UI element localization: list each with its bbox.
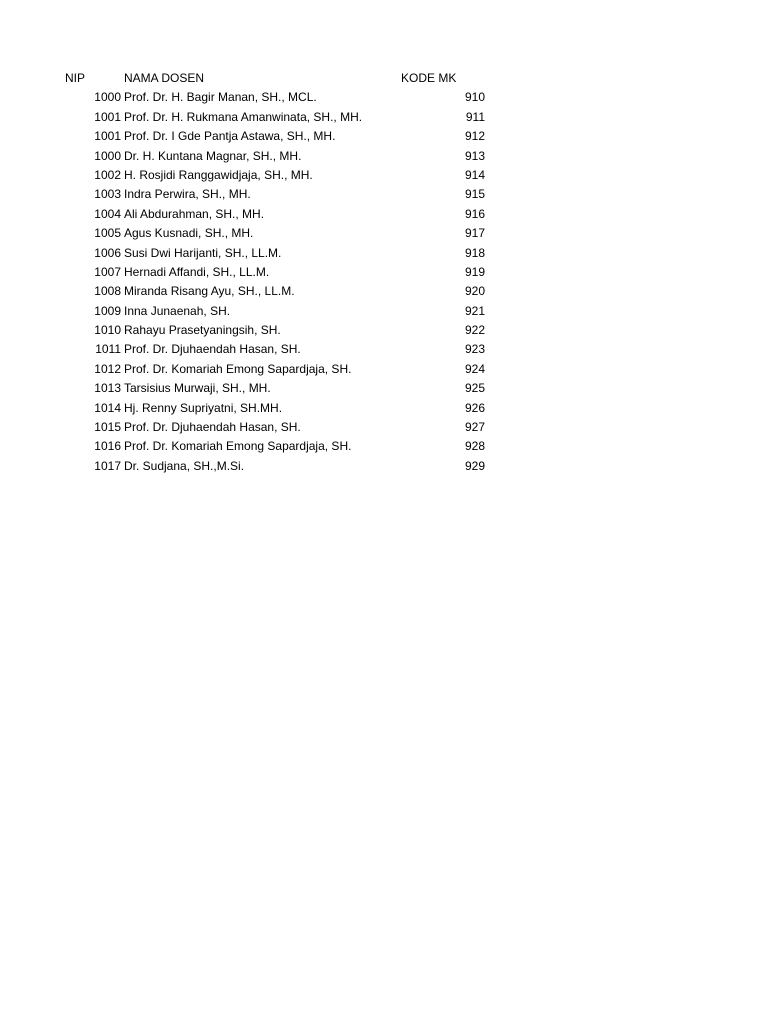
table-row — [0, 321, 768, 340]
cell-nip: 1003 — [94, 187, 121, 202]
table-row — [0, 263, 768, 282]
cell-nip: 1002 — [94, 167, 121, 182]
table-row — [0, 437, 768, 456]
cell-nip: 1013 — [94, 381, 121, 396]
table-row — [0, 244, 768, 263]
cell-nama-dosen: Inna Junaenah, SH. — [124, 303, 231, 318]
table-row — [0, 108, 768, 127]
cell-nip: 1000 — [94, 90, 121, 105]
table-row — [0, 457, 768, 476]
table-row — [0, 418, 768, 437]
cell-nip: 1005 — [94, 226, 121, 241]
cell-nama-dosen: Prof. Dr. Djuhaendah Hasan, SH. — [124, 420, 301, 435]
cell-kode-mk: 921 — [464, 303, 485, 318]
table-row — [0, 88, 768, 107]
table-row — [0, 302, 768, 321]
cell-nama-dosen: Tarsisius Murwaji, SH., MH. — [124, 381, 271, 396]
table-row — [0, 282, 768, 301]
cell-kode-mk: 913 — [464, 148, 485, 163]
cell-nama-dosen: Dr. Sudjana, SH.,M.Si. — [124, 458, 245, 473]
cell-kode-mk: 915 — [464, 187, 485, 202]
cell-kode-mk: 929 — [464, 458, 485, 473]
cell-nama-dosen: Hernadi Affandi, SH., LL.M. — [124, 264, 270, 279]
column-header-nip: NIP — [65, 71, 86, 85]
cell-kode-mk: 927 — [464, 420, 485, 435]
cell-nama-dosen: Prof. Dr. Komariah Emong Sapardjaja, SH. — [124, 361, 352, 376]
cell-kode-mk: 916 — [464, 206, 485, 221]
cell-nama-dosen: H. Rosjidi Ranggawidjaja, SH., MH. — [124, 167, 313, 182]
cell-nama-dosen: Indra Perwira, SH., MH. — [124, 187, 251, 202]
table-row — [0, 340, 768, 359]
cell-kode-mk: 917 — [464, 226, 485, 241]
cell-kode-mk: 919 — [464, 264, 485, 279]
cell-kode-mk: 923 — [464, 342, 485, 357]
lecturer-table — [0, 69, 768, 476]
cell-nama-dosen: Prof. Dr. I Gde Pantja Astawa, SH., MH. — [124, 129, 336, 144]
cell-nip: 1017 — [94, 458, 121, 473]
table-row — [0, 205, 768, 224]
table-row — [0, 147, 768, 166]
cell-nama-dosen: Susi Dwi Harijanti, SH., LL.M. — [124, 245, 282, 260]
cell-kode-mk: 928 — [464, 439, 485, 454]
cell-nip: 1008 — [94, 284, 121, 299]
cell-nama-dosen: Agus Kusnadi, SH., MH. — [124, 226, 254, 241]
cell-nama-dosen: Prof. Dr. Komariah Emong Sapardjaja, SH. — [124, 439, 352, 454]
cell-nip: 1016 — [94, 439, 121, 454]
cell-kode-mk: 912 — [464, 129, 485, 144]
cell-nip: 1011 — [95, 342, 121, 357]
cell-kode-mk: 924 — [464, 361, 485, 376]
cell-kode-mk: 926 — [464, 400, 485, 415]
cell-nip: 1010 — [94, 323, 121, 338]
table-row — [0, 360, 768, 379]
cell-nama-dosen: Hj. Renny Supriyatni, SH.MH. — [124, 400, 283, 415]
cell-nama-dosen: Prof. Dr. H. Bagir Manan, SH., MCL. — [124, 90, 317, 105]
column-header-nama-dosen: NAMA DOSEN — [124, 71, 205, 85]
cell-nip: 1014 — [94, 400, 121, 415]
cell-nip: 1015 — [94, 420, 121, 435]
cell-nama-dosen: Prof. Dr. H. Rukmana Amanwinata, SH., MH. — [124, 109, 363, 124]
cell-nip: 1001 — [94, 109, 121, 124]
table-header-row — [0, 69, 768, 88]
table-row — [0, 224, 768, 243]
cell-nip: 1012 — [94, 361, 121, 376]
table-body — [0, 88, 768, 476]
cell-kode-mk: 922 — [464, 323, 485, 338]
table-row — [0, 399, 768, 418]
cell-kode-mk: 925 — [464, 381, 485, 396]
cell-nip: 1007 — [94, 264, 121, 279]
table-row — [0, 185, 768, 204]
table-row — [0, 127, 768, 146]
cell-kode-mk: 920 — [464, 284, 485, 299]
cell-nip: 1000 — [94, 148, 121, 163]
cell-nama-dosen: Rahayu Prasetyaningsih, SH. — [124, 323, 281, 338]
cell-nama-dosen: Miranda Risang Ayu, SH., LL.M. — [124, 284, 295, 299]
cell-nip: 1009 — [94, 303, 121, 318]
cell-nip: 1006 — [94, 245, 121, 260]
column-header-kode-mk: KODE MK — [401, 71, 457, 85]
cell-kode-mk: 910 — [464, 90, 485, 105]
table-row — [0, 166, 768, 185]
cell-nama-dosen: Prof. Dr. Djuhaendah Hasan, SH. — [124, 342, 301, 357]
cell-nip: 1001 — [94, 129, 121, 144]
cell-nama-dosen: Dr. H. Kuntana Magnar, SH., MH. — [124, 148, 302, 163]
cell-kode-mk: 911 — [465, 109, 485, 124]
cell-nama-dosen: Ali Abdurahman, SH., MH. — [124, 206, 265, 221]
cell-nip: 1004 — [94, 206, 121, 221]
table-row — [0, 379, 768, 398]
cell-kode-mk: 918 — [464, 245, 485, 260]
cell-kode-mk: 914 — [464, 167, 485, 182]
